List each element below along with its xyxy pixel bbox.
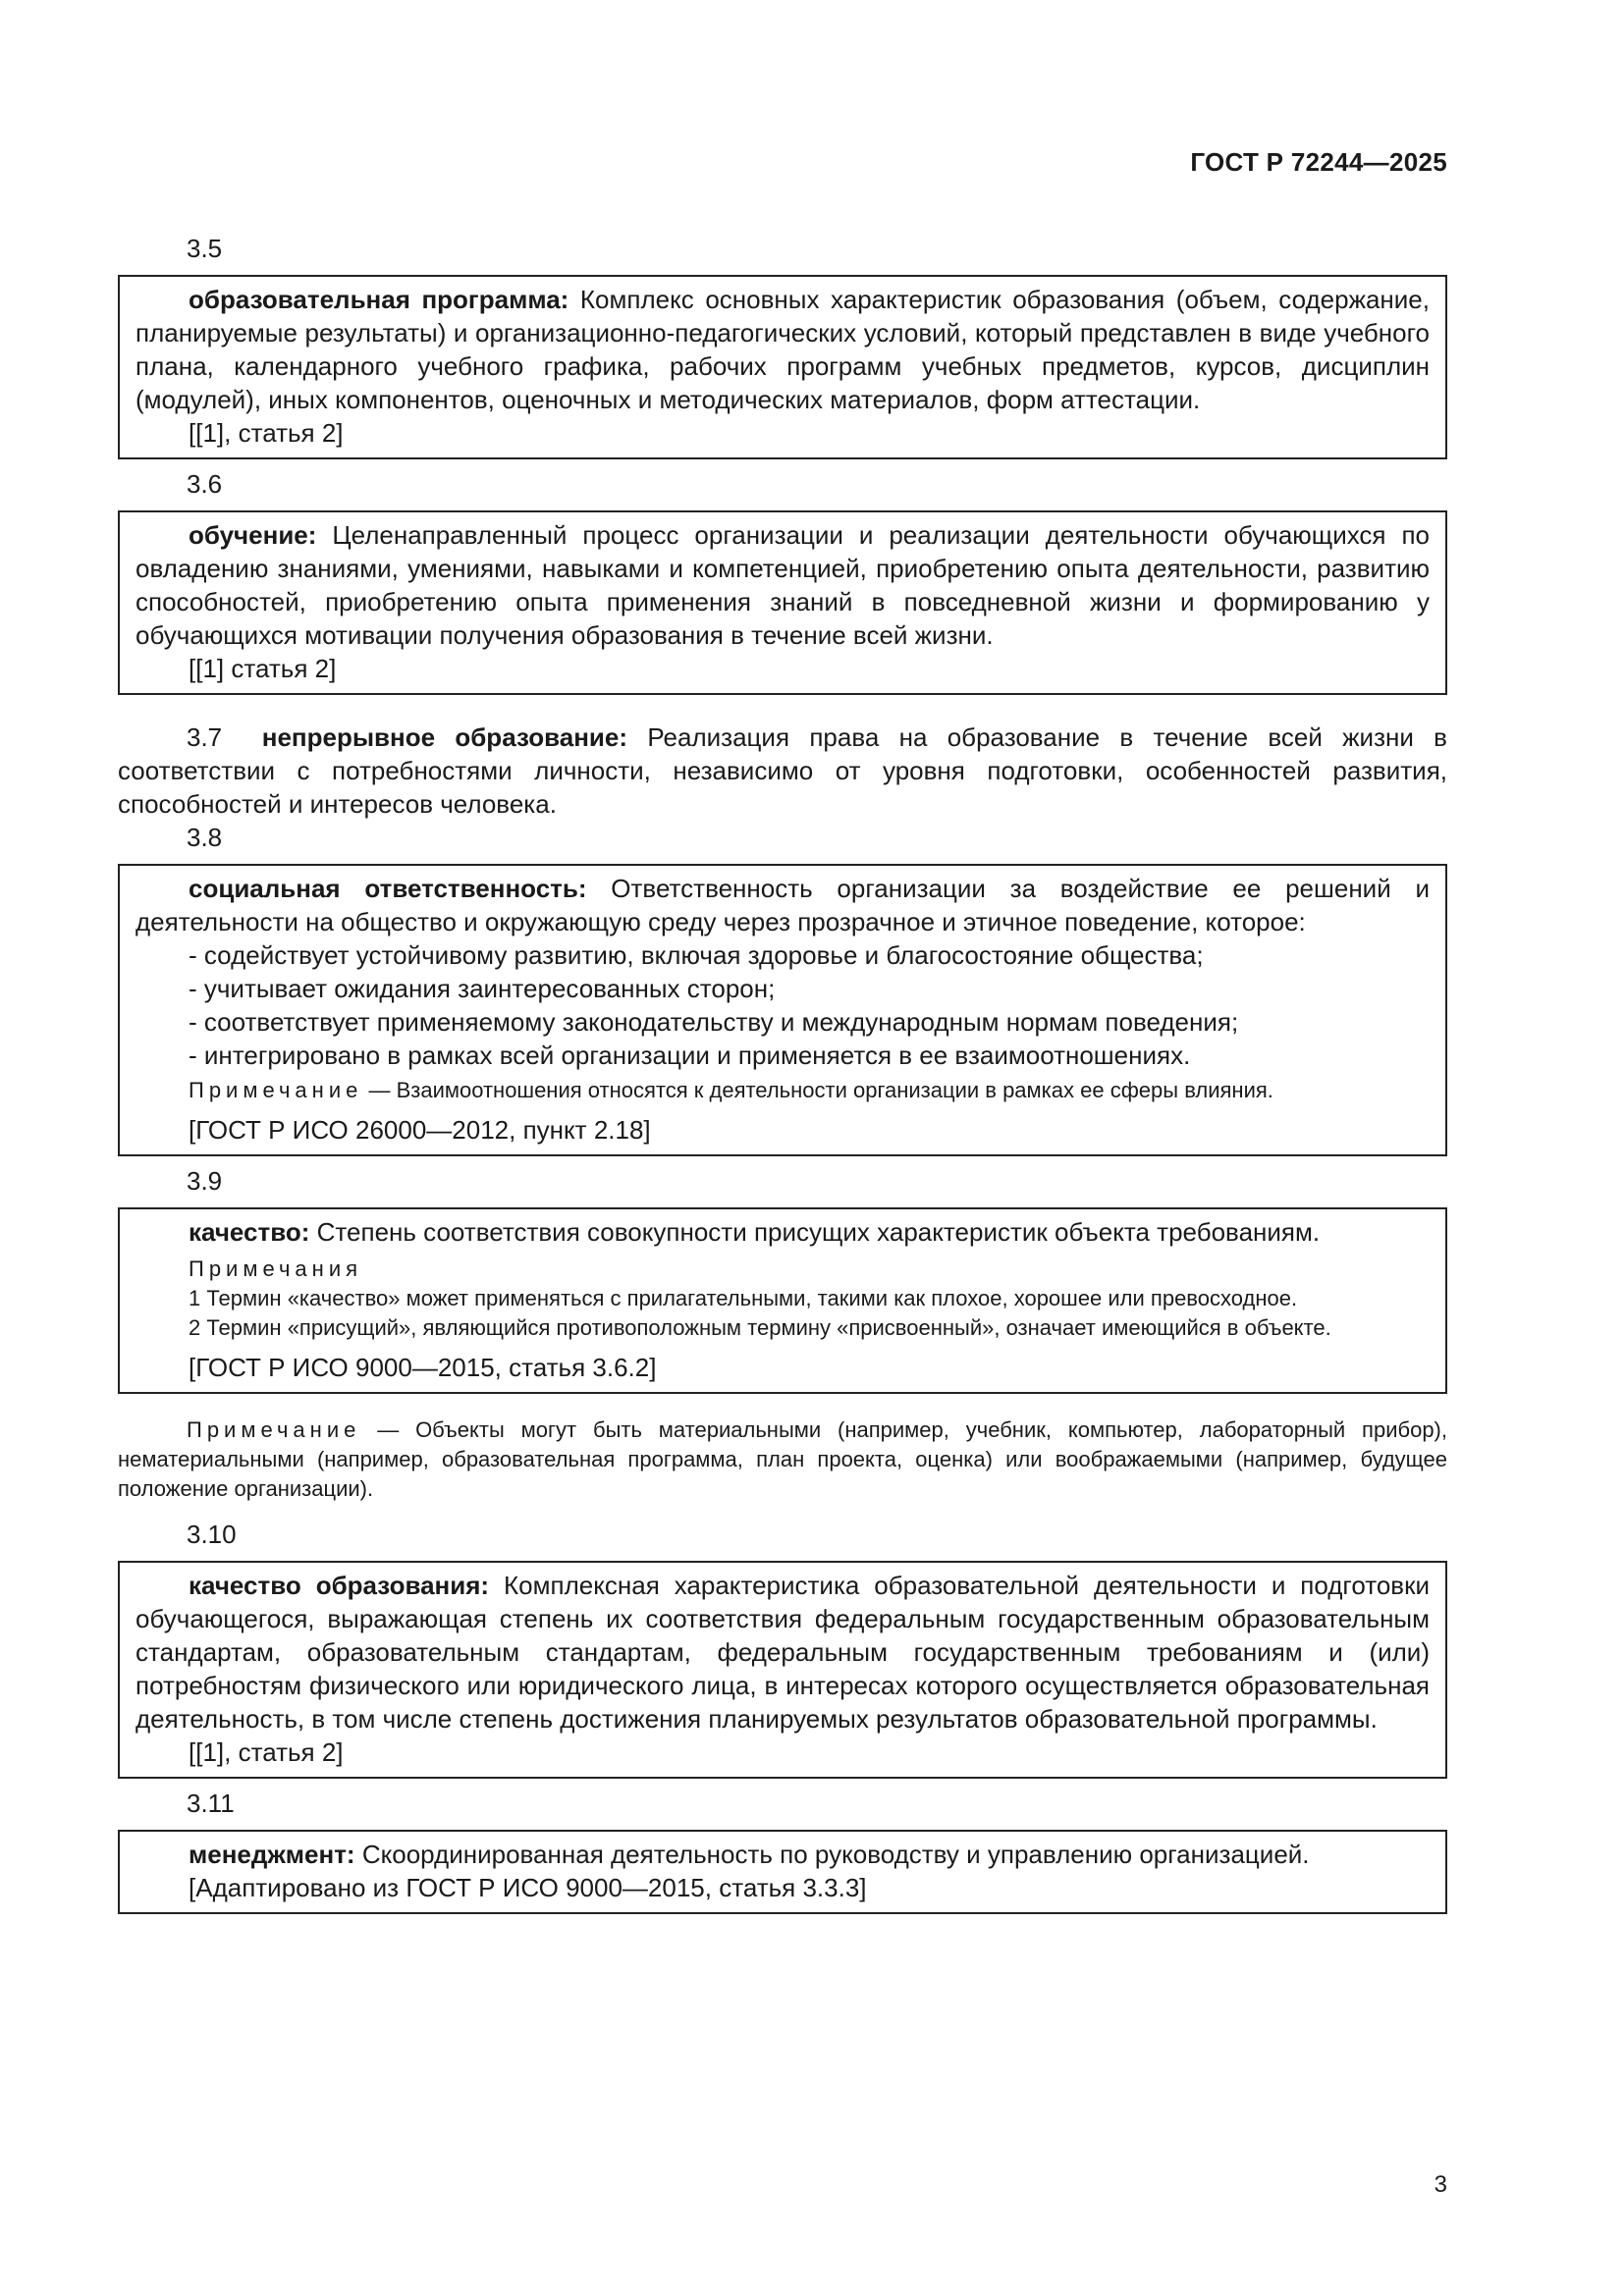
term-name: менеджмент: xyxy=(189,1840,355,1869)
terms-content xyxy=(118,224,1447,1914)
note-text: — Объекты могут быть материальными (например, учебник, компьютер, лабораторный прибор), нематериальными (например, образовательная программа, план проекта, оценка) или воображаемыми (например, будущее положение организации). xyxy=(118,1417,1447,1501)
term-box-3-11 xyxy=(118,1830,1447,1914)
list-item: - учитывает ожидания заинтересованных сторон; xyxy=(189,974,776,1003)
general-note xyxy=(118,1415,1447,1504)
term-box-3-6 xyxy=(118,510,1447,695)
term-paragraph-3-7 xyxy=(118,721,1447,821)
list-item: - соответствует применяемому законодательству и международным нормам поведения; xyxy=(189,1007,1239,1037)
term-box-3-10 xyxy=(118,1561,1447,1779)
note-label: Примечание xyxy=(189,1078,363,1102)
term-paragraph xyxy=(135,1569,1430,1735)
term-source: [Адаптировано из ГОСТ Р ИСО 9000—2015, статья 3.3.3] xyxy=(189,1873,867,1902)
term-box-3-9 xyxy=(118,1207,1447,1394)
term-number: 3.6 xyxy=(187,469,223,499)
term-definition: Целенаправленный процесс организации и реализации деятельности обучающихся по овладению знаниями, умениями, навыками и компетенцией, приобретению опыта деятельности, развитию способностей, приобретению опыта применения знаний в повседневной жизни и формированию у обучающихся мотивации получения образования в течение всей жизни. xyxy=(135,520,1430,650)
term-number: 3.7 xyxy=(187,722,223,752)
term-paragraph xyxy=(135,1215,1430,1249)
term-paragraph xyxy=(135,872,1430,938)
term-source: [[1], статья 2] xyxy=(189,418,344,448)
term-name: обучение: xyxy=(189,520,317,550)
notes-label: Примечания xyxy=(189,1256,363,1281)
note-item: 2 Термин «присущий», являющийся противоположным термину «присвоенный», означает имеющийся в объекте. xyxy=(189,1315,1331,1340)
term-source: [[1], статья 2] xyxy=(189,1737,344,1767)
note-text: — Взаимоотношения относятся к деятельности организации в рамках ее сферы влияния. xyxy=(362,1078,1273,1102)
list-item: - содействует устойчивому развитию, включая здоровье и благосостояние общества; xyxy=(189,940,1204,970)
term-source: [ГОСТ Р ИСО 26000—2012, пункт 2.18] xyxy=(189,1115,651,1145)
term-paragraph xyxy=(135,283,1430,416)
term-name: образовательная программа: xyxy=(189,285,569,314)
term-definition: Комплекс основных характеристик образования (объем, содержание, планируемые результаты) и организационно-педагогических условий, который представлен в виде учебного плана, календарного учебного графика, рабочих программ учебных предметов, курсов, дисциплин (модулей), иных компонентов, оценочных и методических материалов, форм аттестации. xyxy=(135,285,1430,414)
note-item: 1 Термин «качество» может применяться с прилагательными, такими как плохое, хорошее или превосходное. xyxy=(189,1286,1298,1310)
term-note xyxy=(135,1076,1430,1105)
term-definition: Степень соответствия совокупности присущих характеристик объекта требованиям. xyxy=(309,1217,1321,1247)
term-name: качество: xyxy=(189,1217,310,1247)
term-definition: Скоординированная деятельность по руководству и управлению организацией. xyxy=(354,1840,1310,1869)
term-paragraph xyxy=(135,1838,1430,1871)
term-source: [ГОСТ Р ИСО 9000—2015, статья 3.6.2] xyxy=(189,1353,657,1382)
term-definition: Реализация права на образование в течение всей жизни в соответствии с потребностями личности, независимо от уровня подготовки, особенностей развития, способностей и интересов человека. xyxy=(118,722,1447,819)
term-definition: Ответственность организации за воздействие ее решений и деятельности на общество и окружающую среду через прозрачное и этичное поведение, которое: xyxy=(135,874,1430,936)
term-name: качество образования: xyxy=(189,1571,490,1600)
term-number: 3.5 xyxy=(187,234,223,263)
list-item: - интегрировано в рамках всей организации и применяется в ее взаимоотношениях. xyxy=(189,1041,1191,1070)
term-box-3-5 xyxy=(118,275,1447,459)
term-name: социальная ответственность: xyxy=(189,874,587,903)
term-number: 3.8 xyxy=(187,823,223,852)
term-number: 3.9 xyxy=(187,1166,223,1196)
term-number: 3.11 xyxy=(187,1789,235,1818)
term-name: непрерывное образование: xyxy=(261,722,628,752)
page-number: 3 xyxy=(1434,2171,1447,2198)
term-source: [[1] статья 2] xyxy=(189,654,337,683)
standard-designation: ГОСТ Р 72244—2025 xyxy=(1190,147,1447,177)
note-label: Примечание xyxy=(187,1417,361,1442)
term-box-3-8 xyxy=(118,864,1447,1156)
term-number: 3.10 xyxy=(187,1520,237,1549)
term-definition: Комплексная характеристика образовательной деятельности и подготовки обучающегося, выражающая степень их соответствия федеральным государственным образовательным стандартам, образовательным стандартам, федеральным государственным требованиям и (или) потребностям физического или юридического лица, в интересах которого осуществляется образовательная деятельность, в том числе степень достижения планируемых результатов образовательной программы. xyxy=(135,1571,1431,1734)
term-paragraph xyxy=(135,518,1430,652)
